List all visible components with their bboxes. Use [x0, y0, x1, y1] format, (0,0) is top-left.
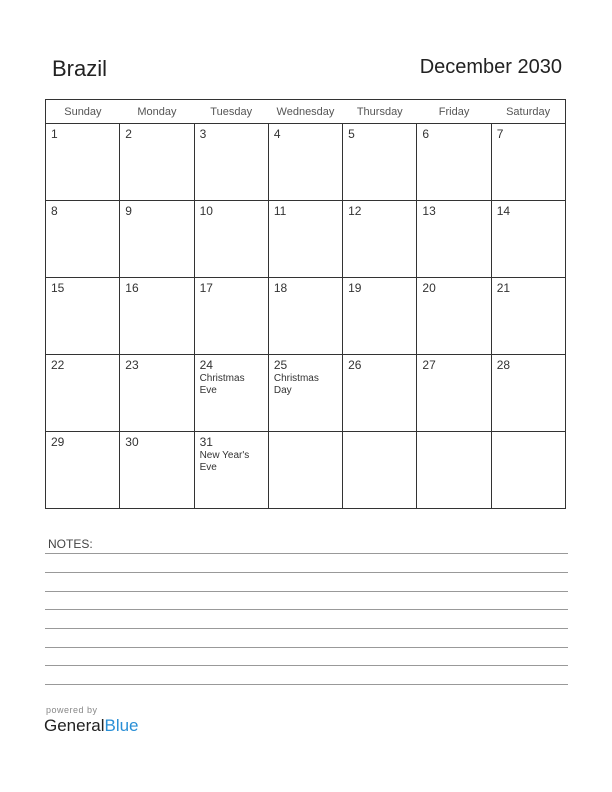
note-line	[45, 609, 568, 610]
weekday-header-row	[46, 100, 566, 124]
day-cell	[46, 355, 120, 432]
day-cell	[194, 201, 268, 278]
generalblue-logo	[44, 716, 139, 736]
day-number: 29	[51, 435, 65, 449]
day-number: 30	[125, 435, 139, 449]
week-row	[46, 201, 566, 278]
day-cell	[491, 278, 565, 355]
day-cell	[120, 201, 194, 278]
note-line	[45, 684, 568, 685]
note-line	[45, 591, 568, 592]
note-line	[45, 572, 568, 573]
day-cell	[194, 355, 268, 432]
day-cell	[46, 201, 120, 278]
week-row	[46, 432, 566, 509]
day-cell	[491, 124, 565, 201]
day-cell	[120, 124, 194, 201]
week-row	[46, 278, 566, 355]
note-line	[45, 553, 568, 554]
powered-by-text: powered by	[46, 705, 98, 715]
day-cell	[46, 278, 120, 355]
day-number: 24	[199, 358, 213, 372]
day-cell	[417, 201, 491, 278]
day-number: 13	[422, 204, 436, 218]
weekday-sunday: Sunday	[46, 100, 120, 124]
day-cell	[417, 355, 491, 432]
day-number: 25	[273, 358, 288, 372]
day-number: 5	[348, 127, 355, 141]
day-cell	[194, 278, 268, 355]
day-number: 26	[348, 358, 362, 372]
day-number: 28	[496, 358, 511, 372]
day-cell	[194, 124, 268, 201]
day-number: 20	[422, 281, 436, 295]
day-cell	[120, 278, 194, 355]
day-number: 31	[199, 435, 213, 449]
month-title: December 2030	[419, 56, 562, 78]
weekday-monday: Monday	[120, 100, 194, 124]
day-cell	[417, 432, 491, 509]
weekday-wednesday: Wednesday	[268, 100, 342, 124]
day-number: 14	[496, 204, 511, 218]
day-cell	[491, 432, 565, 509]
day-number: 6	[422, 127, 430, 141]
calendar-grid	[45, 99, 566, 509]
day-number: 2	[125, 127, 132, 141]
day-cell	[120, 432, 194, 509]
brand-blue: Blue	[104, 716, 139, 735]
day-cell	[417, 278, 491, 355]
day-number: 4	[273, 127, 281, 141]
day-cell	[268, 355, 342, 432]
country-title: Brazil	[52, 56, 108, 81]
day-cell	[46, 432, 120, 509]
note-line	[45, 647, 568, 648]
day-cell	[268, 201, 342, 278]
day-cell	[268, 432, 342, 509]
day-number: 18	[273, 281, 288, 295]
day-cell	[343, 355, 417, 432]
note-line	[45, 665, 568, 666]
day-number: 7	[496, 127, 504, 141]
week-row	[46, 124, 566, 201]
weekday-saturday: Saturday	[491, 100, 565, 124]
day-number: 8	[51, 204, 58, 218]
day-number: 12	[348, 204, 362, 218]
day-cell	[491, 355, 565, 432]
day-number: 23	[125, 358, 139, 372]
weekday-thursday: Thursday	[343, 100, 417, 124]
day-cell	[417, 124, 491, 201]
day-number: 11	[273, 204, 287, 218]
day-number: 19	[348, 281, 362, 295]
day-cell	[343, 278, 417, 355]
day-number: 1	[51, 127, 58, 141]
day-number: 16	[125, 281, 139, 295]
day-number: 15	[51, 281, 65, 295]
holiday-label: Christmas Day	[273, 373, 319, 396]
day-number: 3	[199, 127, 207, 141]
day-number: 10	[199, 204, 213, 218]
note-line	[45, 628, 568, 629]
day-cell	[343, 201, 417, 278]
holiday-label: New Year's Eve	[199, 450, 250, 473]
day-cell	[194, 432, 268, 509]
day-cell	[120, 355, 194, 432]
day-cell	[491, 201, 565, 278]
weekday-tuesday: Tuesday	[194, 100, 268, 124]
notes-label: NOTES:	[48, 537, 93, 551]
weekday-friday: Friday	[417, 100, 491, 124]
day-number: 27	[422, 358, 436, 372]
holiday-label: Christmas Eve	[199, 373, 245, 396]
day-cell	[343, 124, 417, 201]
day-number: 22	[51, 358, 65, 372]
day-number: 21	[496, 281, 511, 295]
day-cell	[343, 432, 417, 509]
brand-general: General	[44, 716, 105, 735]
day-cell	[268, 278, 342, 355]
day-number: 17	[199, 281, 213, 295]
week-row	[46, 355, 566, 432]
day-cell	[268, 124, 342, 201]
day-number: 9	[125, 204, 132, 218]
day-cell	[46, 124, 120, 201]
